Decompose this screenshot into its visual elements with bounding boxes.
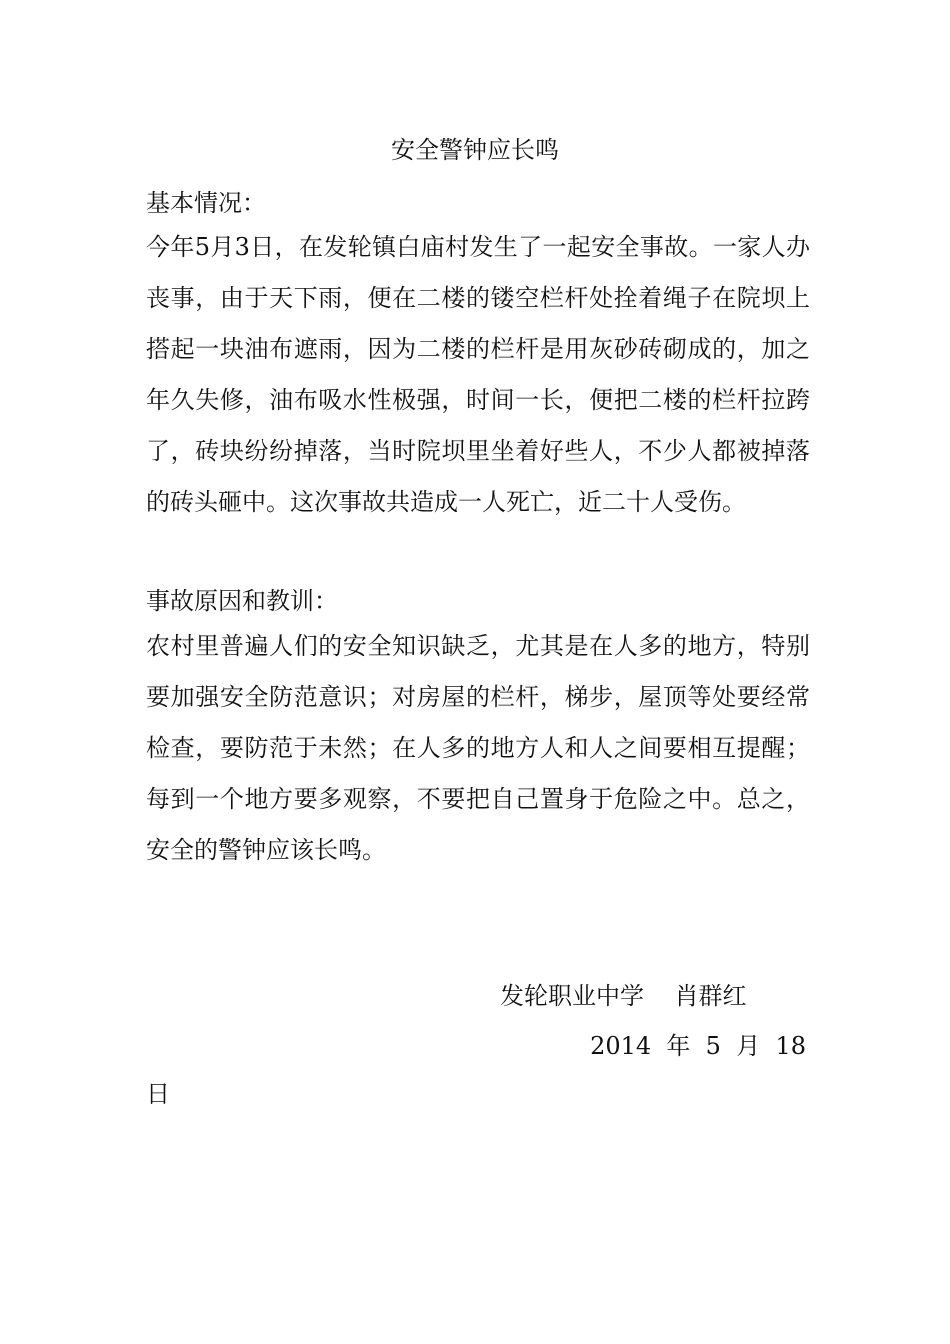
section-body-cause-and-lessons: 农村里普遍人们的安全知识缺乏，尤其是在人多的地方，特别要加强安全防范意识；对房屋的栏杆，梯步，屋顶等处要经常检查，要防范于未然；在人多的地方人和人之间要相互提醒；每到一个地方要多观察，不要把自己置身于危险之中。总之，安全的警钟应该长鸣。 <box>146 632 810 864</box>
date-tail: 日 <box>146 1080 170 1108</box>
section-heading-cause-and-lessons: 事故原因和教训： <box>146 587 338 615</box>
document-title: 安全警钟应长鸣 <box>391 136 559 164</box>
date-line: 2014 年 5 月 18 <box>590 1032 806 1060</box>
section-body-basic-situation: 今年5月3日，在发轮镇白庙村发生了一起安全事故。一家人办丧事，由于天下雨，便在二楼的镂空栏杆处拴着绳子在院坝上搭起一块油布遮雨，因为二楼的栏杆是用灰砂砖砌成的，加之年久失修，油布吸水性极强，时间一长，便把二楼的栏杆拉跨了，砖块纷纷掉落，当时院坝里坐着好些人，不少人都被掉落的砖头砸中。这次事故共造成一人死亡，近二十人受伤。 <box>146 233 810 516</box>
section-heading-basic-situation: 基本情况： <box>146 189 266 217</box>
author-signature: 发轮职业中学 肖群红 <box>500 982 747 1010</box>
